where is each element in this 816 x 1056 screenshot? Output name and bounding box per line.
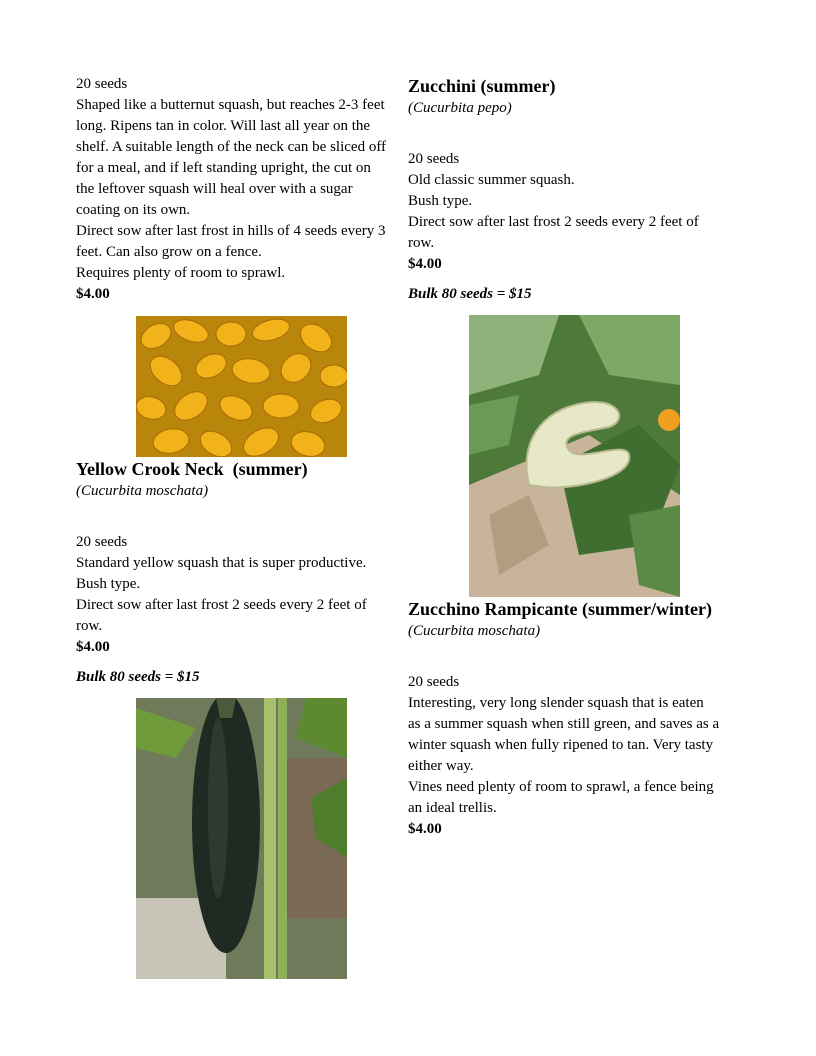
description-line: long. Ripens tan in color. Will last all year on the	[76, 118, 371, 134]
entry-top-left	[76, 74, 408, 305]
description-line: Interesting, very long slender squash that is eaten	[408, 695, 704, 711]
entry-zucchino-rampicante	[408, 597, 748, 840]
seed-count: 20 seeds	[76, 76, 128, 92]
seed-count: 20 seeds	[76, 534, 128, 550]
sowing-line: Direct sow after last frost 2 seeds every 2 feet of	[76, 597, 367, 613]
note-line: an ideal trellis.	[408, 800, 497, 816]
bulk-price: Bulk 80 seeds = $15	[76, 669, 200, 685]
product-title: Zucchino Rampicante (summer/winter)	[408, 599, 712, 619]
description-line: winter squash when fully ripened to tan. Very tasty	[408, 737, 714, 753]
description-line: Shaped like a butternut squash, but reaches 2-3 feet	[76, 97, 385, 113]
seed-count: 20 seeds	[408, 674, 460, 690]
sowing-line: feet. Can also grow on a fence.	[76, 244, 262, 260]
price: $4.00	[76, 639, 110, 655]
sowing-line: row.	[408, 235, 435, 251]
note-line: Vines need plenty of room to sprawl, a fence being	[408, 779, 714, 795]
description-line: for a meal, and if left standing upright, the cut on	[76, 160, 371, 176]
seed-count: 20 seeds	[408, 151, 460, 167]
product-title: Zucchini (summer)	[408, 76, 556, 96]
crook-neck-photo-graphic	[136, 316, 347, 457]
price: $4.00	[408, 256, 442, 272]
spacer	[76, 502, 408, 532]
latin-name: (Cucurbita moschata)	[408, 623, 541, 639]
sowing-line: Direct sow after last frost 2 seeds every 2 feet of	[408, 214, 699, 230]
note-line: Requires plenty of room to sprawl.	[76, 265, 286, 281]
description-line: coating on its own.	[76, 202, 191, 218]
spacer	[408, 119, 748, 149]
description-line: either way.	[408, 758, 474, 774]
latin-name: (Cucurbita pepo)	[408, 100, 512, 116]
zucchini-photo-graphic	[136, 698, 347, 979]
habit: Bush type.	[408, 193, 473, 209]
description: Standard yellow squash that is super productive.	[76, 555, 367, 571]
sowing-line: Direct sow after last frost in hills of 4 seeds every 3	[76, 223, 386, 239]
bulk-price: Bulk 80 seeds = $15	[408, 286, 532, 302]
crook-neck-photo	[136, 316, 347, 457]
rampicante-photo-graphic	[469, 315, 680, 597]
description-line: as a summer squash when still green, and saves as a	[408, 716, 720, 732]
spacer	[408, 642, 748, 672]
sowing-line: row.	[76, 618, 103, 634]
description: Old classic summer squash.	[408, 172, 575, 188]
left-column	[76, 74, 408, 979]
product-title: Yellow Crook Neck (summer)	[76, 459, 308, 479]
entry-zucchini	[408, 74, 748, 305]
entry-yellow-crook-neck	[76, 457, 408, 688]
description-line: the leftover squash will heal over with a sugar	[76, 181, 353, 197]
price: $4.00	[76, 286, 110, 302]
right-column	[408, 74, 748, 840]
price: $4.00	[408, 821, 442, 837]
description-line: shelf. A suitable length of the neck can be sliced off	[76, 139, 387, 155]
habit: Bush type.	[76, 576, 141, 592]
latin-name: (Cucurbita moschata)	[76, 483, 209, 499]
rampicante-photo	[469, 315, 680, 597]
zucchini-photo	[136, 698, 347, 979]
